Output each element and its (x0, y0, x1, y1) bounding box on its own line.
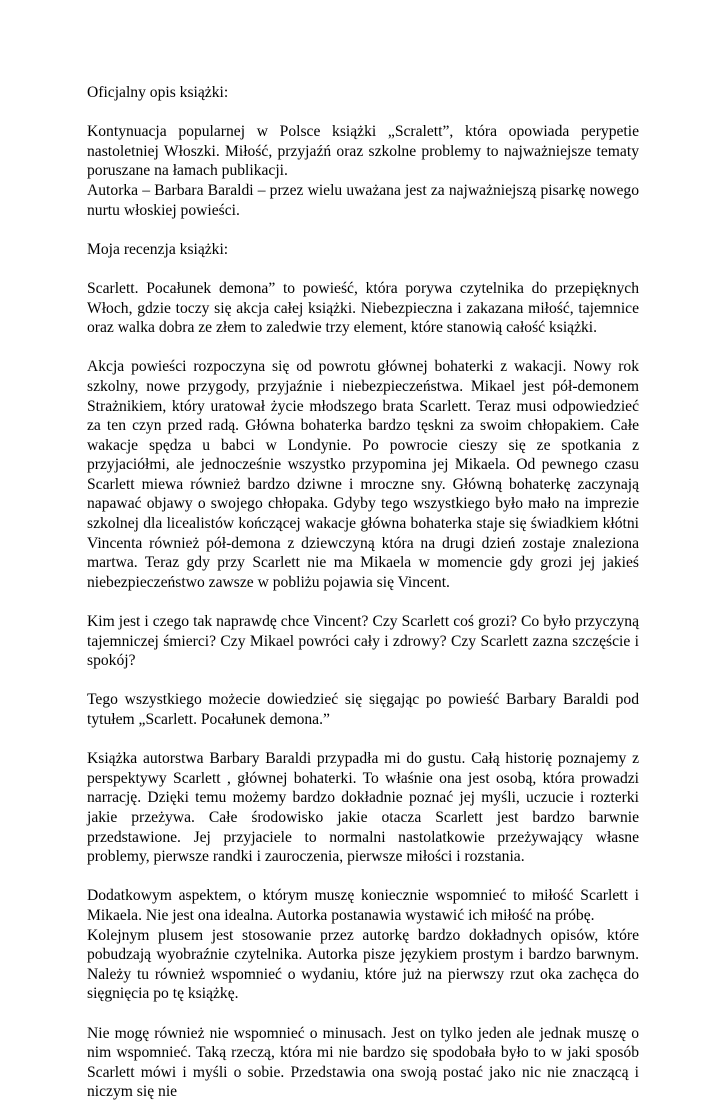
review-heading: Moja recenzja książki: (87, 240, 229, 258)
opinion-paragraph: Książka autorstwa Barbary Baraldi przypadła mi do gustu. Całą historię poznajemy z perspektywy Scarlett , głównej bohaterki. To właśnie ona jest osobą, która prowadzi narrację. Dzięki temu możemy bardzo dokładnie poznać jej myśli, uczucie i rozterki jakie przeżywa. Całe środowisko jakie otacza Scarlett jest bardzo barwnie przedstawione. Jej przyjaciele to normalni nastolatkowie przeżywający własne problemy, pierwsze randki i zauroczenia, pierwsze miłości i rozstania. (87, 750, 639, 866)
official-description-heading: Oficjalny opis książki: (87, 84, 229, 101)
minus-paragraph: Nie mogę również nie wspomnieć o minusach. Jest on tylko jeden ale jednak muszę o nim wspomnieć. Taką rzeczą, która mi nie bardzo się spodobała było to w jaki sposób Scarlett mówi i myśli o sobie. Przedstawia ona swoją postać jako nic nie znaczącą i niczym się nie (87, 1024, 639, 1101)
author-paragraph: Autorka – Barbara Baraldi – przez wielu uważana jest za najważniejszą pisarkę nowego nurtu włoskiej powieści. (87, 181, 639, 219)
questions-paragraph: Kim jest i czego tak naprawdę chce Vincent? Czy Scarlett coś grozi? Co było przyczyną tajemniczej śmierci? Czy Mikael powróci cały i zdrowy? Czy Scarlett zazna szczęście i spokój? (87, 613, 639, 670)
plot-summary-paragraph: Akcja powieści rozpoczyna się od powrotu głównej bohaterki z wakacji. Nowy rok szkolny, nowe przygody, przyjaźnie i niebezpieczeństwa. Mikael jest pół-demonem Strażnikiem, który uratował życie młodszego brata Scarlett. Teraz musi odpowiedzieć za ten czyn przed radą. Główna bohaterka bardzo tęskni za swoim chłopakiem. Całe wakacje spędza u babci w Londynie. Po powrocie cieszy się ze spotkania z przyjaciółmi, ale jednocześnie wszystko przypomina jej Mikaela. Od pewnego czasu Scarlett miewa również bardzo dziwne i mroczne sny. Główną bohaterkę zaczynają napawać objawy o swojego chłopaka. Gdyby tego wszystkiego było mało na imprezie szkolnej dla licealistów kończącej wakacje główna bohaterka staje się świadkiem kłótni Vincenta również pół-demona z dziewczyną która na drugi dzień zostaje znaleziona martwa. Teraz gdy przy Scarlett nie ma Mikaela w momencie gdy grozi jej jakieś niebezpieczeństwo zawsze w pobliżu pojawia się Vincent. (87, 358, 639, 591)
love-aspect-paragraph: Dodatkowym aspektem, o którym muszę koniecznie wspomnieć to miłość Scarlett i Mikaela. Nie jest ona idealna. Autorka postanawia wystawić ich miłość na próbę. (87, 887, 639, 924)
descriptions-paragraph: Kolejnym plusem jest stosowanie przez autorkę bardzo dokładnych opisów, które pobudzają wyobraźnie czytelnika. Autorka pisze językiem prostym i bardzo barwnym. Należy tu również wspomnieć o wydaniu, które już na pierwszy rzut oka zachęca do sięgnięcia po tę książkę. (87, 926, 639, 1003)
review-intro-paragraph: Scarlett. Pocałunek demona” to powieść, która porywa czytelnika do przepięknych Włoch, gdzie toczy się akcja całej książki. Niebezpieczna i zakazana miłość, tajemnice oraz walka dobra ze złem to zaledwie trzy element, które stanowią całość książki. (87, 279, 639, 337)
official-description-paragraph: Kontynuacja popularnej w Polsce książki „Scralett”, która opowiada perypetie nastoletniej Włoszki. Miłość, przyjaźń oraz szkolne problemy to najważniejsze tematy poruszane na łamach publikacji. (87, 123, 639, 180)
document-page (87, 83, 639, 1102)
recommendation-paragraph: Tego wszystkiego możecie dowiedzieć się sięgając po powieść Barbary Baraldi pod tytułem „Scarlett. Pocałunek demona.” (87, 691, 639, 728)
